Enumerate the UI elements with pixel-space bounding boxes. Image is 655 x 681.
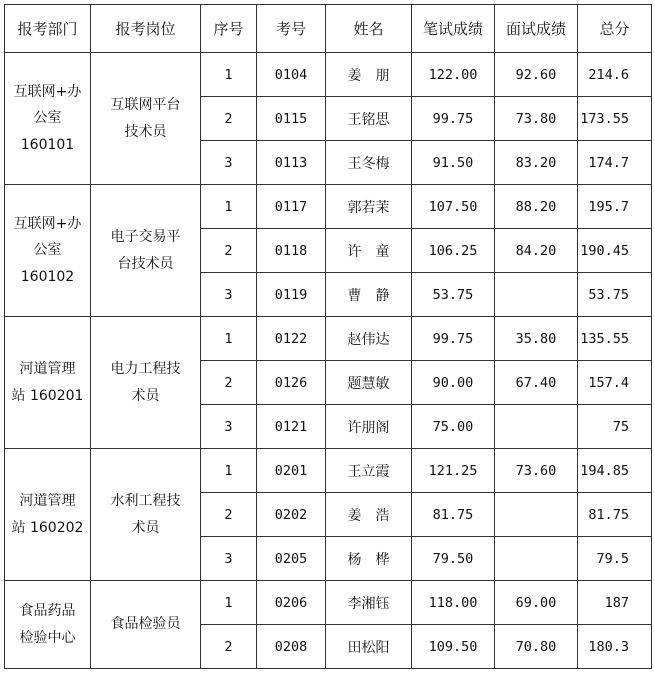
exam-id-cell: 0104 bbox=[257, 53, 326, 97]
interview-score-cell: 83.20 bbox=[495, 141, 578, 185]
total-score-cell: 53.75 bbox=[578, 273, 652, 317]
position-line: 技术员 bbox=[124, 123, 167, 140]
dept-line: 站 160201 bbox=[11, 387, 84, 404]
name-cell: 王立霞 bbox=[326, 449, 412, 493]
dept-line: 160101 bbox=[20, 136, 75, 153]
dept-line: 站 160202 bbox=[11, 519, 84, 536]
interview-score-cell: 70.80 bbox=[495, 625, 578, 669]
name-cell: 杨 桦 bbox=[326, 537, 412, 581]
interview-score-cell: 88.20 bbox=[495, 185, 578, 229]
written-score-cell: 121.25 bbox=[412, 449, 495, 493]
position-line: 术员 bbox=[131, 519, 160, 536]
name-cell: 郭若茉 bbox=[326, 185, 412, 229]
interview-score-cell: 73.80 bbox=[495, 97, 578, 141]
total-score-cell: 180.3 bbox=[578, 625, 652, 669]
dept-line: 河道管理 bbox=[19, 492, 76, 509]
exam-id-cell: 0117 bbox=[257, 185, 326, 229]
header-interview: 面试成绩 bbox=[495, 5, 578, 53]
dept-line: 160102 bbox=[20, 268, 75, 285]
written-score-cell: 75.00 bbox=[412, 405, 495, 449]
header-row bbox=[5, 5, 652, 53]
written-score-cell: 109.50 bbox=[412, 625, 495, 669]
name-cell: 许朋阁 bbox=[326, 405, 412, 449]
interview-score-cell bbox=[495, 273, 578, 317]
total-score-cell: 187 bbox=[578, 581, 652, 625]
name-cell: 许 童 bbox=[326, 229, 412, 273]
position-line: 电力工程技 bbox=[110, 360, 181, 377]
dept-cell bbox=[5, 317, 91, 449]
interview-score-cell bbox=[495, 405, 578, 449]
total-score-cell: 81.75 bbox=[578, 493, 652, 537]
position-cell bbox=[91, 581, 201, 669]
name-cell: 王冬梅 bbox=[326, 141, 412, 185]
header-position: 报考岗位 bbox=[91, 5, 201, 53]
written-score-cell: 122.00 bbox=[412, 53, 495, 97]
header-seq: 序号 bbox=[201, 5, 257, 53]
dept-line: 食品药品 bbox=[19, 602, 76, 619]
position-cell bbox=[91, 185, 201, 317]
table-row bbox=[5, 581, 652, 625]
exam-id-cell: 0205 bbox=[257, 537, 326, 581]
exam-id-cell: 0202 bbox=[257, 493, 326, 537]
seq-cell: 3 bbox=[201, 141, 257, 185]
written-score-cell: 79.50 bbox=[412, 537, 495, 581]
exam-id-cell: 0115 bbox=[257, 97, 326, 141]
name-cell: 曹 静 bbox=[326, 273, 412, 317]
total-score-cell: 157.4 bbox=[578, 361, 652, 405]
header-total: 总分 bbox=[578, 5, 652, 53]
name-cell: 李湘钰 bbox=[326, 581, 412, 625]
header-written: 笔试成绩 bbox=[412, 5, 495, 53]
interview-score-cell: 73.60 bbox=[495, 449, 578, 493]
written-score-cell: 53.75 bbox=[412, 273, 495, 317]
seq-cell: 2 bbox=[201, 625, 257, 669]
table-row bbox=[5, 53, 652, 97]
seq-cell: 3 bbox=[201, 405, 257, 449]
dept-cell bbox=[5, 185, 91, 317]
seq-cell: 1 bbox=[201, 449, 257, 493]
header-dept: 报考部门 bbox=[5, 5, 91, 53]
written-score-cell: 99.75 bbox=[412, 97, 495, 141]
table-row bbox=[5, 185, 652, 229]
seq-cell: 1 bbox=[201, 53, 257, 97]
position-cell bbox=[91, 449, 201, 581]
dept-line: 检验中心 bbox=[19, 629, 76, 646]
position-cell bbox=[91, 317, 201, 449]
exam-id-cell: 0208 bbox=[257, 625, 326, 669]
interview-score-cell bbox=[495, 537, 578, 581]
total-score-cell: 79.5 bbox=[578, 537, 652, 581]
written-score-cell: 118.00 bbox=[412, 581, 495, 625]
dept-cell bbox=[5, 449, 91, 581]
written-score-cell: 107.50 bbox=[412, 185, 495, 229]
name-cell: 姜 浩 bbox=[326, 493, 412, 537]
name-cell: 姜 朋 bbox=[326, 53, 412, 97]
seq-cell: 2 bbox=[201, 493, 257, 537]
interview-score-cell bbox=[495, 493, 578, 537]
dept-cell bbox=[5, 581, 91, 669]
dept-cell bbox=[5, 53, 91, 185]
exam-id-cell: 0113 bbox=[257, 141, 326, 185]
position-cell bbox=[91, 53, 201, 185]
position-line: 台技术员 bbox=[117, 255, 174, 272]
name-cell: 田松阳 bbox=[326, 625, 412, 669]
written-score-cell: 90.00 bbox=[412, 361, 495, 405]
dept-line: 河道管理 bbox=[19, 360, 76, 377]
exam-id-cell: 0126 bbox=[257, 361, 326, 405]
total-score-cell: 195.7 bbox=[578, 185, 652, 229]
exam-id-cell: 0122 bbox=[257, 317, 326, 361]
written-score-cell: 91.50 bbox=[412, 141, 495, 185]
header-exam-id: 考号 bbox=[257, 5, 326, 53]
written-score-cell: 106.25 bbox=[412, 229, 495, 273]
position-line: 水利工程技 bbox=[110, 492, 181, 509]
position-line: 互联网平台 bbox=[110, 96, 181, 113]
seq-cell: 3 bbox=[201, 273, 257, 317]
exam-id-cell: 0121 bbox=[257, 405, 326, 449]
dept-line: 互联网+办 bbox=[13, 215, 82, 232]
table-row bbox=[5, 449, 652, 493]
results-table bbox=[4, 4, 652, 669]
exam-id-cell: 0206 bbox=[257, 581, 326, 625]
position-line: 食品检验员 bbox=[110, 616, 181, 633]
written-score-cell: 81.75 bbox=[412, 493, 495, 537]
total-score-cell: 173.55 bbox=[578, 97, 652, 141]
name-cell: 赵伟达 bbox=[326, 317, 412, 361]
dept-line: 互联网+办 bbox=[13, 83, 82, 100]
seq-cell: 1 bbox=[201, 317, 257, 361]
total-score-cell: 190.45 bbox=[578, 229, 652, 273]
seq-cell: 1 bbox=[201, 185, 257, 229]
total-score-cell: 194.85 bbox=[578, 449, 652, 493]
total-score-cell: 135.55 bbox=[578, 317, 652, 361]
header-name: 姓名 bbox=[326, 5, 412, 53]
written-score-cell: 99.75 bbox=[412, 317, 495, 361]
position-line: 术员 bbox=[131, 387, 160, 404]
seq-cell: 2 bbox=[201, 229, 257, 273]
seq-cell: 2 bbox=[201, 97, 257, 141]
seq-cell: 2 bbox=[201, 361, 257, 405]
seq-cell: 1 bbox=[201, 581, 257, 625]
position-line: 电子交易平 bbox=[110, 228, 181, 245]
table-body bbox=[5, 53, 652, 669]
exam-id-cell: 0119 bbox=[257, 273, 326, 317]
total-score-cell: 214.6 bbox=[578, 53, 652, 97]
interview-score-cell: 67.40 bbox=[495, 361, 578, 405]
interview-score-cell: 69.00 bbox=[495, 581, 578, 625]
table-row bbox=[5, 317, 652, 361]
name-cell: 题慧敏 bbox=[326, 361, 412, 405]
seq-cell: 3 bbox=[201, 537, 257, 581]
dept-line: 公室 bbox=[33, 110, 62, 127]
total-score-cell: 174.7 bbox=[578, 141, 652, 185]
exam-id-cell: 0118 bbox=[257, 229, 326, 273]
dept-line: 公室 bbox=[33, 242, 62, 259]
interview-score-cell: 84.20 bbox=[495, 229, 578, 273]
interview-score-cell: 35.80 bbox=[495, 317, 578, 361]
interview-score-cell: 92.60 bbox=[495, 53, 578, 97]
exam-id-cell: 0201 bbox=[257, 449, 326, 493]
total-score-cell: 75 bbox=[578, 405, 652, 449]
name-cell: 王铭思 bbox=[326, 97, 412, 141]
